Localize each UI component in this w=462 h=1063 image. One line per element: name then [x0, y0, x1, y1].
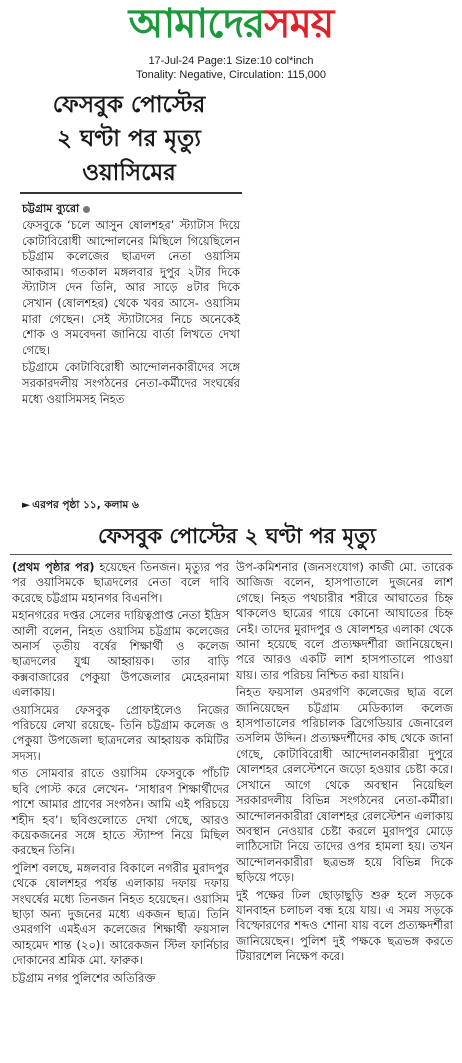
- bullet-dot-icon: [83, 206, 90, 213]
- left-paragraph-1-text: হয়েছেন তিনজন। মৃত্যুর পর পর ওয়াসিমকে ছাত্রদলের নেতা বলে দাবি করেছে চট্টগ্রাম মহানগর বিএনপি।: [12, 560, 229, 605]
- clipping-meta-tonality: Tonality: Negative, Circulation: 115,000: [136, 69, 326, 81]
- right-paragraph-3: দুই পক্ষের ঢিল ছোড়াছুড়ি শুরু হলে সড়কে যানবাহন চলাচল বন্ধ হয়ে যায়। এ সময় সড়কে বিস্ফোরণের শব্দও শোনা যায় বলে প্রত্যক্ষদর্শীরা জানিয়েছেন। পুলিশ দুই পক্ষকে ছত্রভঙ্গ করতে টিয়ারশেল নিক্ষেপ করে।: [236, 887, 453, 964]
- continuation-column-left: [12, 560, 229, 988]
- right-paragraph-2: নিহত ফয়সাল ওমরগণি কলেজের ছাত্র বলে জানিয়েছেন চট্টগ্রাম মেডিক্যাল কলেজ হাসপাতালের পরিচালক ব্রিগেডিয়ার জেনারেল তসলিম উদ্দিন। প্রত্যক্ষদর্শীদের কাছ থেকে জানা গেছে, কোটাবিরোধী আন্দোলনকারীরা দুপুরে ষোলশহর রেলস্টেশনে জড়ো হওয়ার চেষ্টা করে। সেখানে আগে থেকে অবস্থান নিয়েছিল সরকারদলীয় বিভিন্ন সংগঠনের নেতা-কর্মীরা। আন্দোলনকারীরা ষোলশহর রেলস্টেশন এলাকায় অবস্থান নেওয়ার চেষ্টা করলে মুরাদপুর মোড়ে লাঠিসোটা নিয়ে তাদের ওপর হামলা হয়। তখন আন্দোলনকারীরা ছত্রভঙ্গ হয়ে বিভিন্ন দিকে ছড়িয়ে পড়ে।: [236, 685, 453, 885]
- front-headline-line-1: ফেসবুক পোস্টের: [52, 92, 206, 118]
- front-paragraph-2: চট্টগ্রামে কোটাবিরোধী আন্দোলনকারীদের সঙ্গে সরকারদলীয় সংগঠনের নেতা-কর্মীদের সংঘর্ষের মধ্যে ওয়াসিমসহ নিহত: [22, 360, 240, 406]
- front-headline-line-2: ২ ঘণ্টা পর মৃত্যু: [57, 126, 201, 152]
- left-paragraph-5: পুলিশ বলছে, মঙ্গলবার বিকালে নগরীর মুরাদপুর থেকে ষোলশহর পর্যন্ত এলাকায় দফায় দফায় সংঘর্ষের মধ্যে তিনজন নিহত হয়েছেন। ওয়াসিম ছাড়া অন্য দুজনের মধ্যে একজন ছাত্র। তিনি ওমরগণি এমইএস কলেজের শিক্ষার্থী ফয়সাল আহমেদ শান্ত (২০)। আরেকজন স্টিল ফার্নিচার দোকানের শ্রমিক মো. ফারুক।: [12, 860, 229, 968]
- logo-part-amader: আমাদের: [128, 0, 265, 47]
- logo-part-shomoy: সময়: [264, 0, 334, 47]
- front-article-body: [22, 218, 240, 409]
- front-paragraph-1: ফেসবুকে ‘চলে আসুন ষোলশহর’ স্ট্যাটাস দিয়ে কোটাবিরোধী আন্দোলনের মিছিলে গিয়েছিলেন চট্টগ্রাম কলেজের ছাত্রদল নেতা ওয়াসিম আকরাম। গতকাল মঙ্গলবার দুপুর ২টার দিকে স্ট্যাটাস দেন তিনি, আর সাড়ে ৪টার দিকে সেখান (ষোলশহর) থেকে খবর আসে- ওয়াসিম মারা গেছেন। সেই স্ট্যাটাসের নিচে অনেকেই শোক ও সমবেদনা জানিয়ে বার্তা লিখতে দেখা গেছে।: [22, 218, 240, 357]
- left-paragraph-1: [12, 560, 229, 606]
- left-paragraph-3: ওয়াসিমের ফেসবুক প্রোফাইলেও নিজের পরিচয়ে লেখা রয়েছে- তিনি চট্টগ্রাম কলেজ ও পেকুয়া উপজেলা ছাত্রদলের আহ্বায়ক কমিটির সদস্য।: [12, 702, 229, 763]
- continuation-headline: ফেসবুক পোস্টের ২ ঘণ্টা পর মৃত্যু: [97, 524, 377, 548]
- continued-on-text: এরপর পৃষ্ঠা ১১, কলাম ৬: [32, 499, 139, 511]
- masthead: [0, 0, 462, 52]
- article-front-page: [10, 88, 242, 514]
- left-paragraph-4: গত সোমবার রাতে ওয়াসিম ফেসবুকে পাঁচটি ছবি পোস্ট করে লেখেন- ‘সাধারণ শিক্ষার্থীদের পাশে আমার প্রাণের সংগঠন। আমি এই পরিচয়ে শহীদ হব’। ছবিগুলোতে দেখা গেছে, আরও কয়েকজনের সঙ্গে হাতে স্ট্যাম্প নিয়ে মিছিল করছেন তিনি।: [12, 766, 229, 858]
- continued-on-note: [22, 498, 139, 515]
- continued-from-prefix: (প্রথম পৃষ্ঠার পর): [12, 560, 95, 574]
- right-paragraph-1: উপ-কমিশনার (জনসংযোগ) কাজী মো. তারেক আজিজ বলেন, হাসপাতালে দুজনের লাশ গেছে। নিহত পথচারীর শরীরে আঘাতের চিহ্ন থাকলেও ছাত্রের গায়ে কোনো আঘাতের চিহ্ন নেই। তাদের মুরাদপুর ও ষোলশহর এলাকা থেকে আনা হয়েছে বলে প্রত্যক্ষদর্শীরা জানিয়েছেন। পরে আরও একটি লাশ হাসপাতালে পাওয়া যায়। তার পরিচয় নিশ্চিত করা যায়নি।: [236, 560, 453, 682]
- clipping-meta-date-page: 17-Jul-24 Page:1 Size:10 col*inch: [148, 55, 314, 67]
- left-paragraph-6: চট্টগ্রাম নগর পুলিশের অতিরিক্ত: [12, 970, 156, 985]
- continuation-divider: [10, 554, 452, 555]
- byline-text: চট্টগ্রাম ব্যুরো: [22, 202, 80, 215]
- headline-divider: [20, 192, 242, 194]
- newspaper-logo: [129, 0, 334, 47]
- byline: [22, 200, 90, 219]
- front-headline-line-3: ওয়াসিমের: [82, 160, 176, 186]
- continuation-column-right: [236, 560, 453, 967]
- left-paragraph-2: মহানগরের দপ্তর সেলের দায়িত্বপ্রাপ্ত নেতা ইদ্রিস আলী বলেন, নিহত ওয়াসিম চট্টগ্রাম কলেজের অনার্স তৃতীয় বর্ষের শিক্ষার্থী ও কলেজ ছাত্রদলের যুগ্ম আহ্বায়ক। তার বাড়ি কক্সবাজারের পেকুয়া উপজেলার মেহেরনামা এলাকায়।: [12, 608, 229, 700]
- article-continuation: [0, 520, 462, 1063]
- arrow-right-icon: ►: [22, 499, 31, 511]
- front-headline: [20, 88, 238, 190]
